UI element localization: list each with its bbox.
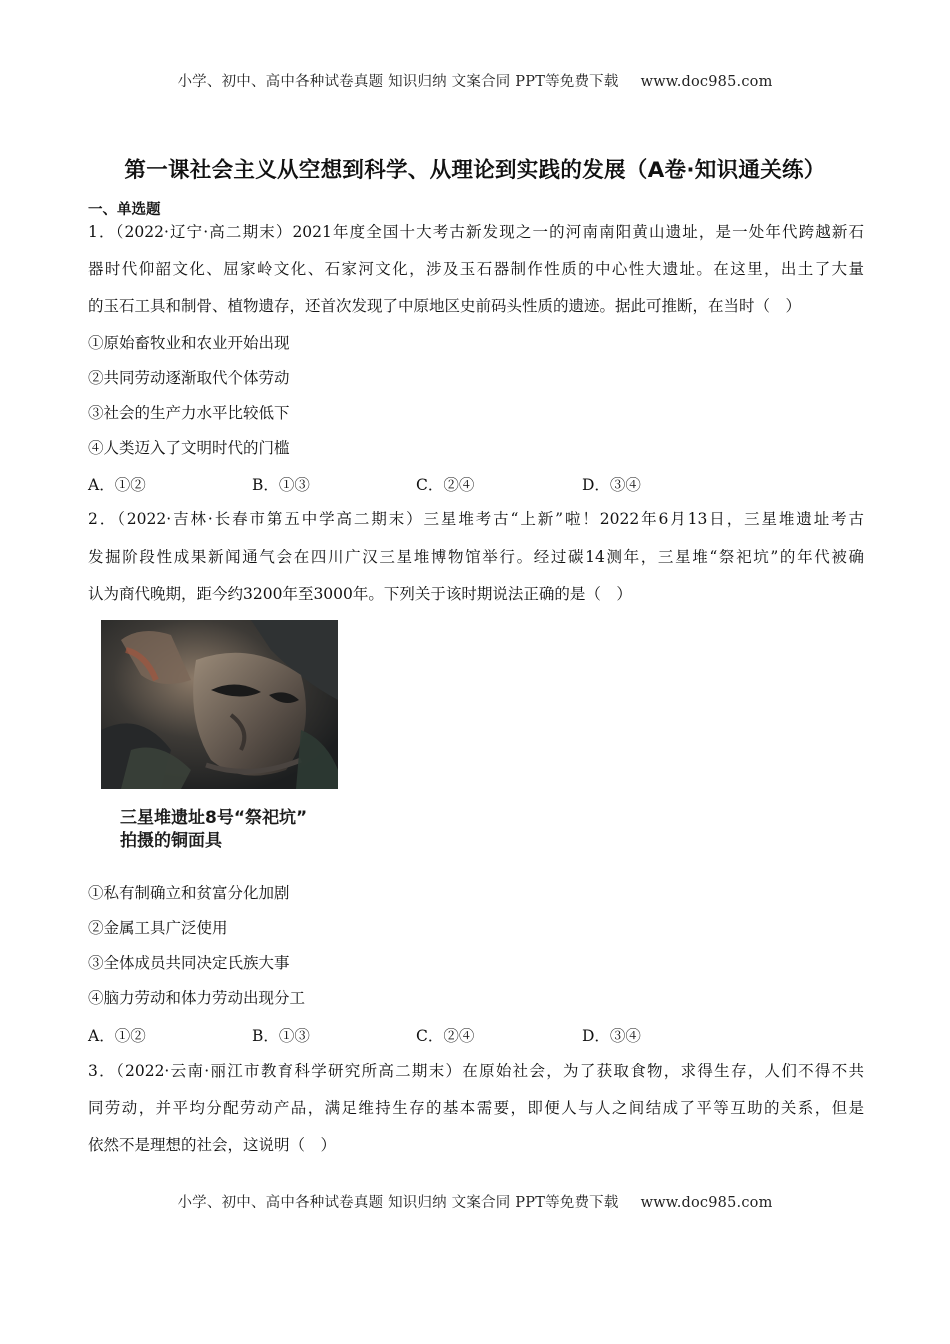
q2-option-d[interactable]: D．③④ [582,1027,641,1045]
footer-text: 小学、初中、高中各种试卷真题 知识归纳 文案合同 PPT等免费下载 [177,1195,619,1211]
q2-item-3: ③全体成员共同决定氏族大事 [88,954,290,972]
q1-option-a[interactable]: A．①② [88,476,146,494]
q2-item-1: ①私有制确立和贫富分化加剧 [88,884,290,902]
q1-option-c[interactable]: C．②④ [416,476,475,494]
q2-option-c[interactable]: C．②④ [416,1027,475,1045]
q1-stem-line-2: 器时代仰韶文化、屈家岭文化、石家河文化，涉及玉石器制作性质的中心性大遗址。在这里，出土了大量 [88,260,864,278]
q2-item-4: ④脑力劳动和体力劳动出现分工 [88,989,306,1007]
bronze-mask-photo [101,620,338,789]
q1-item-1: ①原始畜牧业和农业开始出现 [88,334,290,352]
q2-stem-line-1: 2．（2022·吉林·长春市第五中学高二期末）三星堆考古“上新”啦！2022年6月13日，三星堆遗址考古 [88,510,864,528]
photo-caption-line-1: 三星堆遗址8号“祭祀坑” [120,808,308,828]
page-title: 第一课社会主义从空想到科学、从理论到实践的发展（A卷·知识通关练） [124,158,826,183]
q2-stem-line-3: 认为商代晚期，距今约3200年至3000年。下列关于该时期说法正确的是（ ） [88,585,632,603]
q1-item-3: ③社会的生产力水平比较低下 [88,404,290,422]
header-url[interactable]: www.doc985.com [640,74,773,90]
q2-stem-line-2: 发掘阶段性成果新闻通气会在四川广汉三星堆博物馆举行。经过碳14测年，三星堆“祭祀坑”的年代被确 [88,548,864,566]
photo-caption-line-2: 拍摄的铜面具 [120,831,222,851]
q1-option-d[interactable]: D．③④ [582,476,641,494]
q3-stem-line-2: 同劳动，并平均分配劳动产品，满足维持生存的基本需要，即便人与人之间结成了平等互助的关系，但是 [88,1099,864,1117]
q1-option-b[interactable]: B．①③ [252,476,310,494]
q1-stem-line-1: 1．（2022·辽宁·高二期末）2021年度全国十大考古新发现之一的河南南阳黄山遗址，是一处年代跨越新石 [88,223,864,241]
q2-option-a[interactable]: A．①② [88,1027,146,1045]
q1-item-2: ②共同劳动逐渐取代个体劳动 [88,369,290,387]
bronze-mask-illustration [101,620,338,789]
q3-stem-line-3: 依然不是理想的社会，这说明（ ） [88,1136,337,1154]
q3-stem-line-1: 3．（2022·云南·丽江市教育科学研究所高二期末）在原始社会，为了获取食物，求得生存，人们不得不共 [88,1062,864,1080]
q1-item-4: ④人类迈入了文明时代的门槛 [88,439,290,457]
q2-option-b[interactable]: B．①③ [252,1027,310,1045]
footer-url[interactable]: www.doc985.com [640,1195,773,1211]
page-footer [0,1191,950,1212]
page-header [0,70,950,91]
q2-item-2: ②金属工具广泛使用 [88,919,228,937]
section-heading: 一、单选题 [88,202,161,218]
q1-stem-line-3: 的玉石工具和制骨、植物遗存，还首次发现了中原地区史前码头性质的遗迹。据此可推断，在当时（ ） [88,297,802,315]
header-text: 小学、初中、高中各种试卷真题 知识归纳 文案合同 PPT等免费下载 [177,74,619,90]
